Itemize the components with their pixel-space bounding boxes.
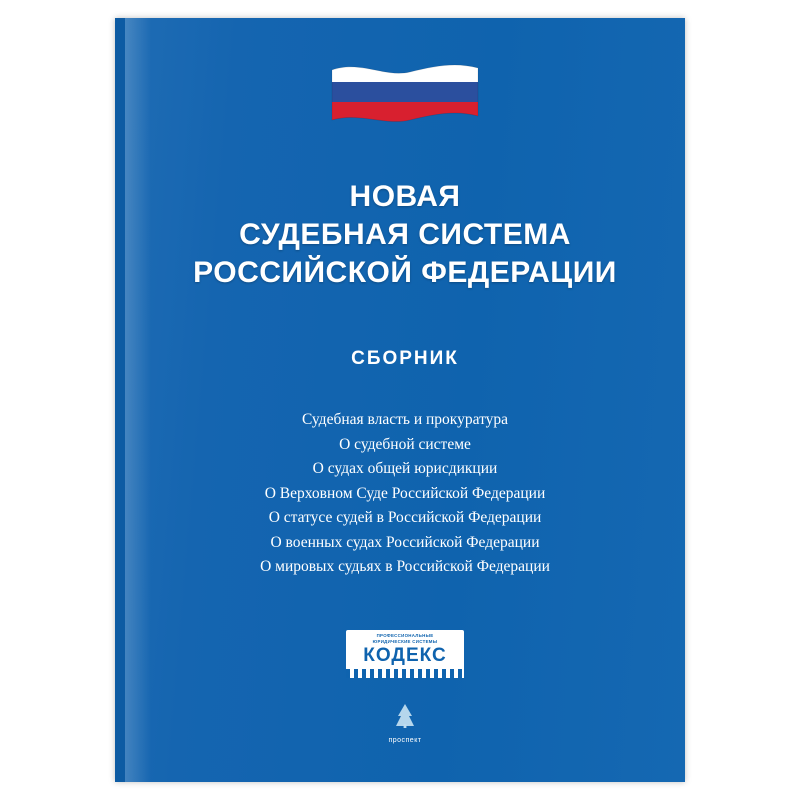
book-title [125, 178, 685, 292]
content-item: О Верховном Суде Российской Федерации [264, 484, 546, 502]
book-spine-shading [125, 18, 151, 782]
kodeks-tagline-2: ЮРИДИЧЕСКИЕ СИСТЕМЫ [372, 638, 438, 644]
content-item: О статусе судей в Российской Федерации [268, 509, 542, 526]
title-line-2: СУДЕБНАЯ СИСТЕМА [239, 218, 571, 251]
kodeks-wordmark: КОДЕКС [363, 645, 447, 667]
book-cover [115, 18, 685, 782]
title-line-1: НОВАЯ [349, 180, 461, 213]
title-line-3: РОССИЙСКОЙ ФЕДЕРАЦИИ [193, 256, 617, 289]
content-item: О мировых судьях в Российской Федерации [260, 558, 550, 575]
content-item: О судебной системе [339, 435, 471, 453]
kodeks-bars-decoration [346, 669, 464, 678]
publisher-logo [370, 702, 440, 744]
book-subtitle: СБОРНИК [351, 348, 459, 369]
publisher-name: проспект [388, 737, 422, 744]
contents-list [125, 408, 685, 580]
kodeks-tagline-1: ПРОФЕССИОНАЛЬНЫЕ [376, 633, 434, 638]
content-item: О судах общей юрисдикции [312, 460, 498, 477]
prospekt-logo-icon [385, 717, 425, 734]
kodeks-logo [346, 630, 464, 678]
content-item: Судебная власть и прокуратура [301, 411, 509, 428]
russian-flag-icon [330, 60, 480, 140]
content-item: О военных судах Российской Федерации [270, 533, 540, 551]
